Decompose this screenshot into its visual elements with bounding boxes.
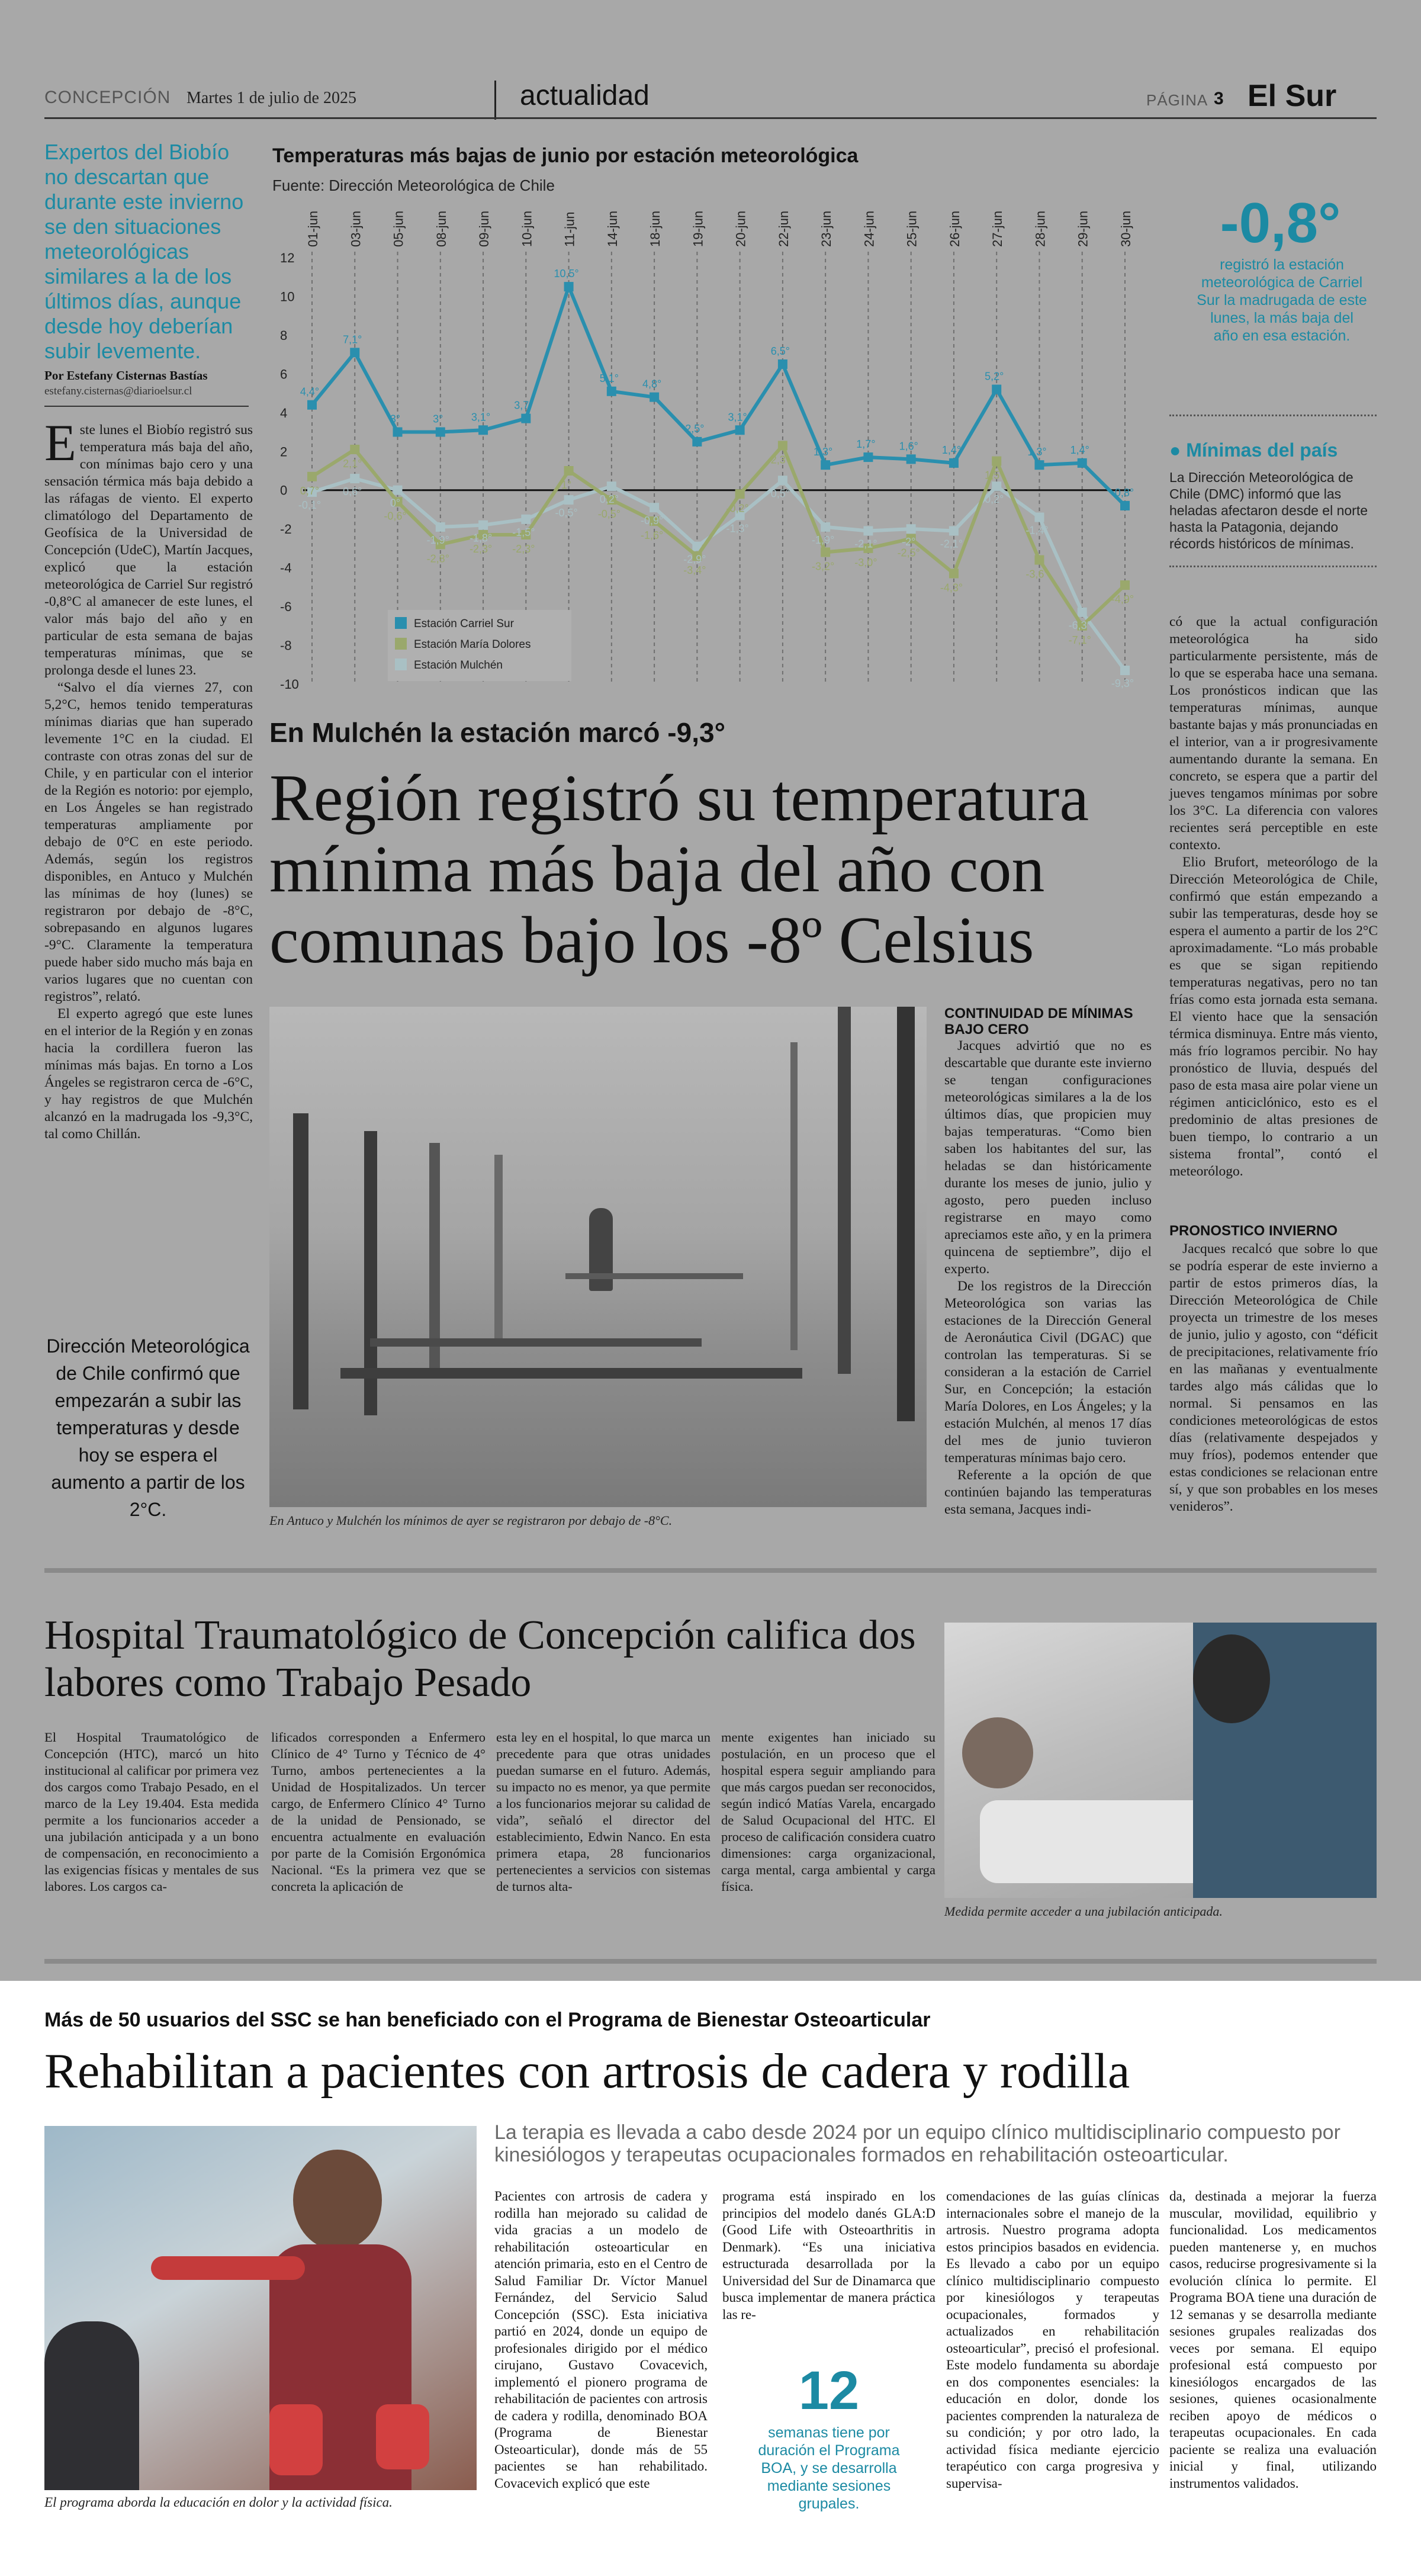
temperature-chart (269, 195, 1152, 705)
data-point (1034, 460, 1044, 470)
paragraph: ste lunes el Biobío registró sus temperatura más baja del año, con mínimas bajo cero y una sensación térmica más baja debido a las ráfagas de viento. El experto climatólogo del Departamento de Geofísica de la Universidad de Concepción (UdeC), Martín Jacques, explicó que la estación meteorológica de Carriel Sur registró -0,8°C al amanecer de este lunes, el valor más bajo del año y en particular de esta semana de bajas temperaturas mínimas, que se prolonga desde el lunes 23. (44, 422, 253, 678)
data-label: -1,9° (426, 534, 449, 546)
stat-12: 12 (798, 2360, 860, 2421)
y-tick-label: -2 (280, 522, 292, 537)
article-body-col4 (1169, 614, 1378, 1180)
x-tick-label: 19-jun (690, 210, 706, 247)
byline-email: estefany.cisternas@diarioelsur.cl (44, 385, 192, 397)
data-point (692, 437, 702, 447)
rehab-caption: El programa aborda la educación en dolor y la actividad física. (44, 2495, 393, 2510)
y-tick-label: 4 (280, 405, 288, 420)
box-text: La Dirección Meteorológica de Chile (DMC) informó que las heladas afectaron desde el norte hasta la Patagonia, dejando récords históricos de mínimas. (1169, 470, 1368, 551)
data-label: -0,2° (726, 502, 749, 515)
kicker-osteo: Más de 50 usuarios del SSC se han beneficiado con el Programa de Bienestar Osteoarticular (44, 2009, 931, 2031)
hospital-caption: Medida permite acceder a una jubilación anticipada. (944, 1904, 1223, 1919)
data-label: 1,6° (899, 440, 918, 452)
data-label: 4,8° (642, 378, 662, 390)
stat-value: -0,8° (1220, 191, 1341, 255)
data-point (863, 526, 873, 535)
y-tick-label: 2 (280, 444, 288, 460)
x-tick-label: 25-jun (904, 210, 920, 247)
legend-label: Estación Carriel Sur (414, 618, 514, 630)
x-tick-label: 30-jun (1118, 210, 1133, 247)
hospital-col3: esta ley en el hospital, lo que marca un precedente para que otras unidades puedan sumarse en el futuro. Además, su impacto no es menor, ya que permite a los funcionarios mejorar su calidad de vida”, señaló el director del establecimiento, Edwin Nanco. En esta primera etapa, 28 funcionarios pertenecientes a servicios con sistemas de turnos alta- (496, 1730, 710, 1894)
data-label: -6,3° (1068, 619, 1091, 631)
x-tick-label: 08-jun (433, 210, 449, 247)
bench (340, 1368, 802, 1379)
data-point (650, 393, 659, 402)
page-label: PÁGINA (1146, 91, 1208, 109)
stat-12-caption: semanas tiene por duración el Programa BOA, y se desarrolla mediante sesiones grupales. (758, 2424, 900, 2512)
data-point (992, 385, 1001, 394)
y-tick-label: -8 (280, 638, 292, 653)
newspaper-logo: El Sur (1248, 79, 1337, 113)
data-point (821, 522, 830, 532)
x-tick-label: 22-jun (776, 210, 791, 247)
data-label: -1,6° (640, 529, 664, 542)
hospital-col2: lificados corresponden a Enfermero Clínico de 4° Turno y Técnico de 4° Turno, ambos pertenecientes a la Unidad de Hospitalizados. Un tercer cargo, de Enfermero Clínico 4° Turno de la unidad de Pensionado, se encuentra actualmente en evaluación por parte de la Comisión Ergonómica Nacional. “Es la primera vez que se concreta la aplicación de (271, 1730, 486, 1894)
y-tick-label: 12 (280, 250, 295, 265)
data-point (1034, 513, 1044, 522)
article-lead: Expertos del Biobío no descartan que durante este invierno se den situaciones meteorológicas similares a la de los últimos días, aunque desde hoy deberían subir levemente. (44, 140, 244, 363)
data-point (949, 526, 959, 535)
byline: Por Estefany Cisternas Bastías (44, 368, 208, 383)
data-label: -1,4° (1025, 524, 1049, 537)
data-label: 1° (561, 479, 572, 491)
data-label: 2,3° (770, 454, 790, 466)
data-point (307, 400, 317, 410)
data-label: 2,1° (343, 458, 362, 470)
data-label: -1,9° (812, 534, 835, 546)
data-point (350, 445, 359, 454)
data-label: -1,8° (469, 532, 493, 544)
data-point (650, 503, 659, 512)
x-tick-label: 10-jun (519, 210, 535, 247)
hospital-photo (944, 1623, 1377, 1898)
data-point (949, 458, 959, 468)
section-city: CONCEPCIÓN (44, 88, 171, 107)
osteo-col2: programa está inspirado en los principios del modelo danés GLA:D (Good Life with Osteoarthritis in Denmark). “Es una iniciativa estructurada desarrollada por la Universidad del Sur de Dinamarca que busca implementar de manera práctica las re- (722, 2189, 935, 2322)
data-label: -2,1° (854, 538, 877, 550)
data-label: -0,1° (298, 499, 322, 511)
box-title-text: Mínimas del país (1186, 439, 1338, 461)
data-label: 3° (390, 413, 401, 425)
data-label: -2,3° (469, 543, 493, 555)
data-point (863, 452, 873, 462)
paragraph: De los registros de la Dirección Meteorológica son varias las estaciones de la Dirección General de Aeronáutica Civil (DGAC) que controlan las temperaturas. Si se consideran a la estación de Carriel Sur, en Concepción; la estación María Dolores, en Los Ángeles; y la estación Mulchén, al menos 17 días del mes de junio tuvieron temperaturas mínimas bajo cero. (944, 1279, 1152, 1466)
data-label: -1,5° (512, 526, 535, 538)
chart-title: Temperaturas más bajas de junio por estación meteorológica (272, 144, 859, 167)
data-label: -0,5° (555, 507, 578, 519)
data-label: 5,2° (985, 370, 1004, 383)
data-label: -2,3° (512, 543, 535, 555)
data-point (906, 524, 916, 534)
data-point (778, 441, 787, 450)
x-tick-label: 24-jun (861, 210, 877, 247)
paragraph: “Salvo el día viernes 27, con 5,2°C, hemos tenido temperaturas mínimas diarias que han superado levemente 1°C en la ciudad. El contraste con otras zonas del sur de Chile, y en particular con el interior de la Región es notorio: por ejemplo, en Los Ángeles se han registrado temperaturas ampliamente por debajo de 0°C en este periodo. Además, según los registros disponibles, en Antuco y Mulchén las mínimas de hoy (lunes) se registraron por debajo de -8°C, sobrepasando en algunos lugares -9°C. Claramente la temperatura puede haber sido mucho más baja en varios lugares que no cuentan con registros”, relató. (44, 680, 253, 1004)
data-label: 6,5° (770, 345, 790, 357)
header-rule (44, 117, 1377, 119)
data-label: 7,1° (343, 333, 362, 346)
data-label: 1,7° (856, 438, 876, 451)
data-label: 3,1° (728, 411, 747, 423)
data-point (607, 387, 616, 396)
data-point (1078, 608, 1087, 617)
data-label: -0,6° (384, 510, 407, 522)
data-label: 1,4° (941, 444, 962, 456)
box-title (1169, 439, 1338, 461)
data-label: 2,5° (685, 422, 705, 435)
x-tick-label: 27-jun (990, 210, 1005, 247)
page-number: 3 (1214, 89, 1224, 108)
data-label: 0,2° (599, 493, 619, 506)
data-label: -3,6° (1025, 568, 1049, 580)
legend-swatch (395, 638, 407, 650)
byline-rule (44, 406, 249, 407)
data-label: -3,0° (854, 556, 877, 568)
data-point (564, 466, 574, 476)
x-tick-label: 09-jun (477, 210, 492, 247)
headline-osteo: Rehabilitan a pacientes con artrosis de cadera y rodilla (44, 2044, 1130, 2099)
data-point (1078, 458, 1087, 468)
y-tick-label: -6 (280, 599, 292, 615)
data-label: 1,4° (1070, 444, 1089, 456)
data-point (778, 476, 787, 485)
paragraph: có que la actual configuración meteorológica ha sido particularmente persistente, más de lo que se esperaba hace una semana. Los pronósticos indican que las temperaturas mínimas, aunque bastante bajas y más pronunciadas en el interior, van a ir progresivamente aumentando durante la semana. En concreto, se espera que a partir del jueves tengamos mínimas por sobre los 3°C. La diferencia con valores recientes será perceptible en este contexto. (1169, 614, 1378, 853)
headline: Región registró su temperatura mínima más baja del año con comunas bajo los -8º Celsius (269, 762, 1089, 977)
article-body-col3 (944, 1038, 1152, 1518)
data-label: 0,5° (770, 487, 790, 500)
x-tick-label: 28-jun (1033, 210, 1048, 247)
data-point (393, 486, 403, 495)
data-point (478, 521, 488, 530)
data-label: -2,9° (683, 553, 706, 566)
data-label: -1,3° (726, 522, 749, 535)
data-label: -9,3° (1111, 677, 1134, 690)
x-tick-label: 20-jun (733, 210, 748, 247)
x-tick-label: 23-jun (819, 210, 834, 247)
data-point (436, 428, 445, 437)
data-point (478, 425, 488, 435)
data-label: 0,7° (300, 484, 320, 497)
x-tick-label: 29-jun (1075, 210, 1091, 247)
rehab-photo (44, 2126, 477, 2490)
paragraph: Elio Brufort, meteorólogo de la Dirección Meteorológica de Chile, confirmó que están empezando a subir las temperaturas, desde hoy se espera el aumento a partir de los 2°C aproximadamente. “Lo más probable es que se sigan repitiendo temperaturas negativas, pero no tan frías como esta jornada esta semana. El viento hace que la sensación térmica disminuya. Entre más viento, más frío logramos percibir. No hay pronóstico de lluvia, después del paso de esta masa aire polar viene un régimen anticiclónico, esto es el predominio de altas presiones de buen tiempo, lo contrario a un sistema frontal”, contó el meteorólogo. (1169, 855, 1378, 1179)
data-point (735, 425, 745, 435)
data-point (735, 489, 745, 499)
data-point (350, 474, 359, 483)
data-point (564, 282, 574, 291)
bullet-icon: ● (1169, 439, 1187, 461)
y-tick-label: 6 (280, 367, 288, 382)
data-point (307, 472, 317, 481)
data-point (1034, 555, 1044, 565)
deck-osteo: La terapia es llevada a cabo desde 2024 por un equipo clínico multidisciplinario compuesto por kinesiólogos y terapeutas ocupacionales formados en rehabilitación osteoarticular. (494, 2121, 1340, 2166)
x-tick-label: 03-jun (348, 210, 364, 247)
data-label: 3,7° (514, 399, 533, 412)
y-tick-label: 10 (280, 289, 295, 304)
data-label: 4,4° (300, 386, 320, 398)
data-label: -2,5° (897, 547, 920, 559)
data-point (992, 481, 1001, 491)
data-label: 0° (390, 497, 401, 509)
data-label: -2,8° (426, 553, 449, 565)
data-point (564, 495, 574, 505)
hospital-col1: El Hospital Traumatológico de Concepción (HTC), marcó un hito institucional al calificar por primera vez dos cargos como Trabajo Pesado, en el marco de la Ley 19.404. Esta medida permite a los funcionarios acceder a una jubilación anticipada y a un bono de compensación, en reconocimiento a las exigencias físicas y mentales de sus labores. Los cargos ca- (44, 1730, 259, 1894)
data-label: -2° (902, 536, 916, 548)
data-label: 1,3° (814, 446, 833, 458)
data-point (778, 359, 787, 369)
data-label: 1,3° (1027, 446, 1047, 458)
stat-caption: registró la estación meteorológica de Carriel Sur la madrugada de este lunes, la más baja del año en esa estación. (1197, 256, 1367, 344)
data-point (1120, 580, 1130, 590)
section-divider (44, 1568, 1377, 1573)
fog-park-photo (269, 1007, 927, 1507)
data-label: 5,1° (599, 372, 619, 384)
data-point (607, 481, 616, 491)
x-tick-label: 01-jun (306, 210, 320, 247)
section-name: actualidad (520, 80, 650, 111)
data-point (521, 414, 531, 423)
osteo-col4: da, destinada a mejorar la fuerza muscular, movilidad, equilibrio y funcionalidad. Los medicamentos pueden mantenerse y, en muchos casos, reducirse progresivamente si la evolución clínica lo permite. El Programa BOA tiene una duración de 12 semanas y se desarrolla mediante sesiones grupales realizadas dos veces por semana. El equipo profesional está compuesto por kinesiólogos encargados de las sesiones, quienes ocasionalmente reciben apoyo de médicos o terapeutas ocupacionales. En cada paciente se realiza una evaluación inicial y final, utilizando instrumentos validados. (1169, 2189, 1377, 2491)
box-rule-bottom (1169, 566, 1377, 567)
paragraph: Jacques advirtió que no es descartable que durante este invierno se tengan configuraciones meteorológicas similares a la de los últimos días, que propicien muy bajas temperaturas. “Como bien saben los habitantes del sur, las heladas se dan históricamente durante los meses de junio, julio y agosto, pero pueden incluso registrarse en mayo como apreciamos este año, y en la primera quincena de septiembre”, dijo el experto. (944, 1038, 1152, 1277)
osteo-col3: comendaciones de las guías clínicas internacionales sobre el manejo de la artrosis. Nuestro programa adopta estos principios basados en evidencia. Es llevado a cabo por un equipo clínico multidisciplinario compuesto por kinesiólogos y terapeutas ocupacionales, formados y actualizados en rehabilitación osteoarticular”, precisó el profesional. Este modelo fundamenta su abordaje en dos componentes esenciales: la educación en dolor, donde los pacientes comprenden la naturaleza de su condición; y por otro lado, la actividad física mediante ejercicio terapéutico con carga progresiva y supervisa- (946, 2189, 1159, 2491)
legend-label: Estación María Dolores (414, 638, 531, 651)
data-label: 3,1° (471, 411, 491, 423)
data-label: 0,2° (985, 493, 1004, 506)
chart-source: Fuente: Dirección Meteorológica de Chile (272, 176, 555, 194)
data-label: 10,5° (554, 268, 579, 280)
data-label: 1,5° (985, 469, 1004, 481)
data-label: 0,6° (343, 486, 362, 498)
data-point (393, 428, 403, 437)
data-label: -7,1° (1068, 634, 1091, 646)
y-tick-label: -4 (280, 560, 292, 576)
subheading-forecast: PRONOSTICO INVIERNO (1169, 1223, 1338, 1239)
data-label: -0,9° (640, 515, 664, 527)
data-point (821, 547, 830, 557)
x-tick-label: 18-jun (648, 210, 663, 247)
data-label: -3,2° (812, 560, 835, 573)
data-label: 3° (433, 413, 443, 425)
headline-hospital: Hospital Traumatológico de Concepción califica dos labores como Trabajo Pesado (44, 1613, 916, 1705)
data-point (906, 454, 916, 464)
data-label: -2,1° (940, 538, 963, 550)
header-divider (494, 81, 496, 120)
data-point (436, 522, 445, 532)
data-point (821, 460, 830, 470)
x-tick-label: 05-jun (391, 210, 406, 247)
pull-quote: Dirección Meteorológica de Chile confirmó que empezarán a subir las temperaturas y desde hoy se espera el aumento a partir de los 2°C. (46, 1335, 250, 1520)
data-point (521, 515, 531, 524)
issue-date: Martes 1 de julio de 2025 (187, 89, 356, 107)
data-point (949, 568, 959, 578)
data-label: -4,3° (940, 582, 963, 594)
data-point (1120, 501, 1130, 510)
kicker: En Mulchén la estación marcó -9,3° (269, 717, 725, 748)
legend-label: Estación Mulchén (414, 659, 503, 672)
paragraph: Referente a la opción de que continúen bajando las temperaturas esta semana, Jacques indi- (944, 1467, 1152, 1517)
x-tick-label: 14-jun (605, 210, 620, 247)
photo-caption: En Antuco y Mulchén los mínimos de ayer se registraron por debajo de -8°C. (269, 1513, 673, 1528)
section-divider-2 (44, 1959, 1377, 1964)
box-rule-top (1169, 415, 1377, 416)
data-point (350, 348, 359, 357)
data-label: -4,9° (1111, 593, 1134, 606)
drop-cap: E (44, 415, 76, 472)
data-point (992, 457, 1001, 466)
data-label: -3,4° (683, 564, 706, 576)
legend-swatch (395, 617, 407, 629)
data-label: -0,8° (1111, 486, 1134, 499)
y-tick-label: 8 (280, 327, 288, 343)
legend-swatch (395, 659, 407, 670)
y-tick-label: 0 (280, 483, 288, 498)
article-body-col4b (1169, 1241, 1378, 1515)
x-tick-label: 26-jun (947, 210, 962, 247)
y-tick-label: -10 (280, 677, 299, 692)
article-body-col1 (44, 415, 253, 1143)
data-label: -0,5° (597, 508, 621, 521)
subheading-continuity: CONTINUIDAD DE MÍNIMAS BAJO CERO (944, 1006, 1133, 1038)
paragraph: Jacques recalcó que sobre lo que se podría esperar de este invierno a partir de estos primeros días, la Dirección Meteorológica de Chile proyecta un trimestre de los meses de junio, julio y agosto, con “déficit de precipitaciones, relativamente frío en las mañanas y eventualmente tardes algo más cálidas que lo normal. Si pensamos en las condiciones meteorológicas de estos días (relativamente despejados y muy fríos), podemos entender que estas condiciones se relacionan entre sí, y que son probables en los meses venideros”. (1169, 1241, 1378, 1514)
osteo-col1: Pacientes con artrosis de cadera y rodilla han mejorado su calidad de vida gracias a un modelo de rehabilitación osteoarticular en atención primaria, esto en el Centro de Salud Familiar Dr. Víctor Manuel Fernández, del Servicio Salud Concepción (SSC). Esta iniciativa partió en 2024, donde un equipo de profesionales dirigido por el médico cirujano, Gustavo Covacevich, implementó el pionero programa de rehabilitación de pacientes con artrosis de cadera y rodilla, denominado BOA (Programa de Bienestar Osteoarticular), donde más de 55 pacientes se han rehabilitado. Covacevich explicó que este (494, 2189, 708, 2491)
hospital-col4: mente exigentes han iniciado su postulación, en un proceso que el hospital espera seguir ampliando para que más cargos puedan ser reconocidos, según indicó Matías Varela, encargado de Salud Ocupacional del HTC. El proceso de calificación considera cuatro dimensiones: carga organizacional, carga mental, carga ambiental y carga física. (721, 1730, 935, 1894)
paragraph: El experto agregó que este lunes en el interior de la Región y en zonas hacia la cordillera fueron las mínimas más bajas. En torno a Los Ángeles se registraron cerca de -6°C, y hay registros de que Mulchén alcanzó en la madrugada los -9,3°C, tal como Chillán. (44, 1006, 253, 1142)
x-tick-label: 11-jun (562, 211, 577, 247)
data-point (1120, 666, 1130, 675)
